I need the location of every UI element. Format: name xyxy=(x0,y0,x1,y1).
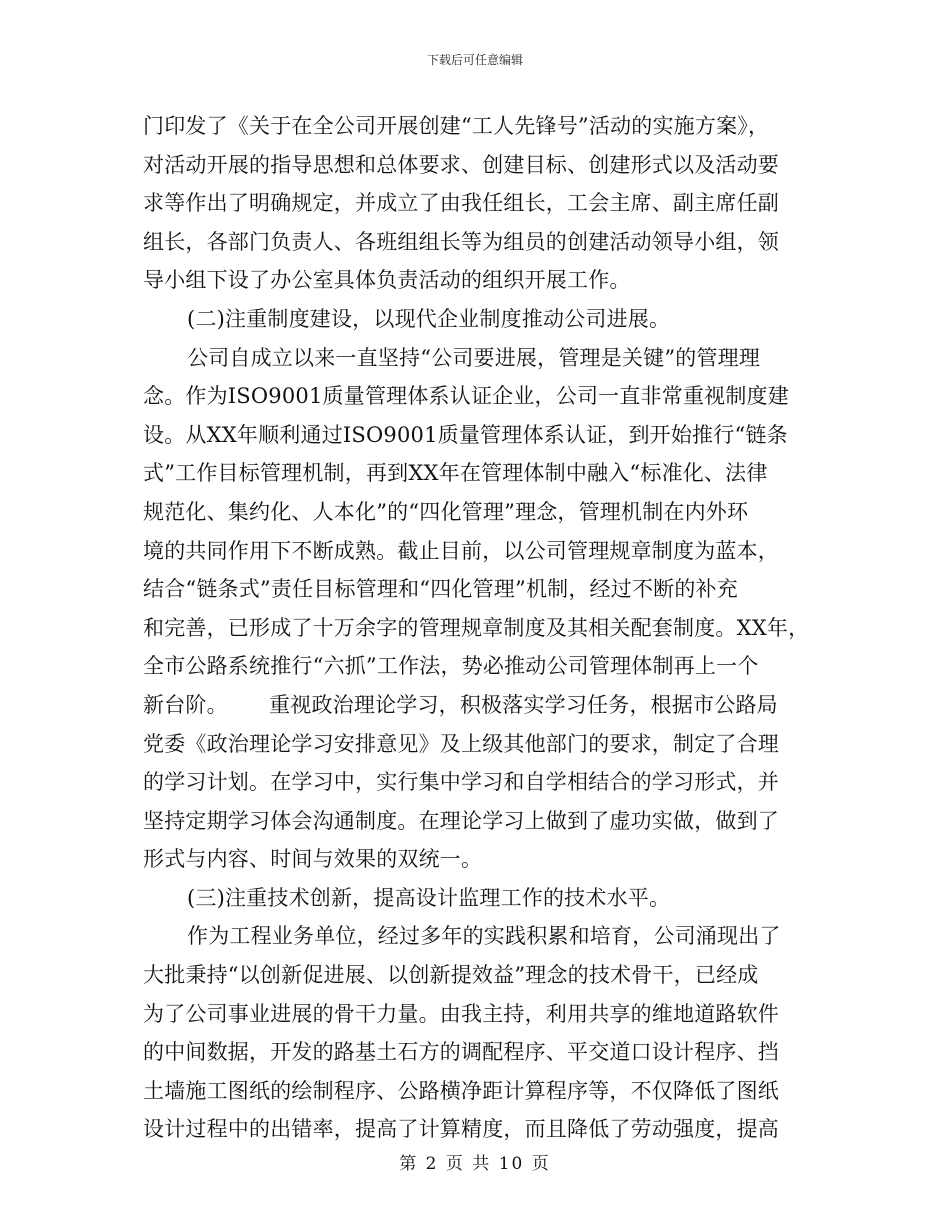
text-line: 坚持定期学习体会沟通制度。在理论学习上做到了虚功实做，做到了 xyxy=(143,808,779,833)
text-line: 土墙施工图纸的绘制程序、公路横净距计算程序等，不仅降低了图纸 xyxy=(143,1078,779,1103)
text-line: 的中间数据，开发的路基土石方的调配程序、平交道口设计程序、挡 xyxy=(143,1040,779,1065)
text-line: 结合“链条式”责任目标管理和“四化管理”机制，经过不断的补充 xyxy=(143,577,738,602)
text-line: 设计过程中的出错率，提高了计算精度，而且降低了劳动强度，提高 xyxy=(143,1117,779,1142)
text-line: 境的共同作用下不断成熟。截止目前，以公司管理规章制度为蓝本， xyxy=(143,538,779,563)
text-line: 组长，各部门负责人、各班组组长等为组员的创建活动领导小组，领 xyxy=(143,229,779,254)
text-line: 形式与内容、时间与效果的双统一。 xyxy=(143,847,483,872)
text-line: 作为工程业务单位，经过多年的实践积累和培育，公司涌现出了 xyxy=(187,924,781,949)
text-line: 党委《政治理论学习安排意见》及上级其他部门的要求，制定了合理 xyxy=(143,731,779,756)
text-line: 设。从XX年顺利通过ISO9001质量管理体系认证，到开始推行“链条 xyxy=(143,422,788,447)
section-heading: (三)注重技术创新，提高设计监理工作的技术水平。 xyxy=(187,885,671,910)
text-line: 求等作出了明确规定，并成立了由我任组长，工会主席、副主席任副 xyxy=(143,191,779,216)
text-line: 大批秉持“以创新促进展、以创新提效益”理念的技术骨干，已经成 xyxy=(143,963,759,988)
text-line: 规范化、集约化、人本化”的“四化管理”理念，管理机制在内外环 xyxy=(143,499,749,524)
text-line: 导小组下设了办公室具体负责活动的组织开展工作。 xyxy=(143,268,631,293)
text-line: 对活动开展的指导思想和总体要求、创建目标、创建形式以及活动要 xyxy=(143,152,779,177)
text-line: 门印发了《关于在全公司开展创建“工人先锋号”活动的实施方案》， xyxy=(143,114,770,138)
page-header: 下载后可任意编辑 xyxy=(426,53,523,67)
text-line: 念。作为ISO9001质量管理体系认证企业，公司一直非常重视制度建 xyxy=(143,384,789,409)
page-number-footer: 第 2 页 共 10 页 xyxy=(399,1154,551,1174)
text-line: 新台阶。 重视政治理论学习，积极落实学习任务，根据市公路局 xyxy=(143,692,778,717)
text-line: 和完善，已形成了十万余字的管理规章制度及其相关配套制度。XX年， xyxy=(143,615,810,640)
text-line: 的学习计划。在学习中，实行集中学习和自学相结合的学习形式，并 xyxy=(143,770,779,795)
body-text xyxy=(143,107,808,1149)
text-line: 为了公司事业进展的骨干力量。由我主持，利用共享的维地道路软件 xyxy=(143,1001,779,1026)
text-line: 式”工作目标管理机制，再到XX年在管理体制中融入“标准化、法律 xyxy=(143,461,768,486)
section-heading: (二)注重制度建设，以现代企业制度推动公司进展。 xyxy=(187,306,671,331)
text-line: 全市公路系统推行“六抓”工作法，势必推动公司管理体制再上一个 xyxy=(143,654,759,679)
text-line: 公司自成立以来一直坚持“公司要进展，管理是关键”的管理理 xyxy=(187,345,761,370)
